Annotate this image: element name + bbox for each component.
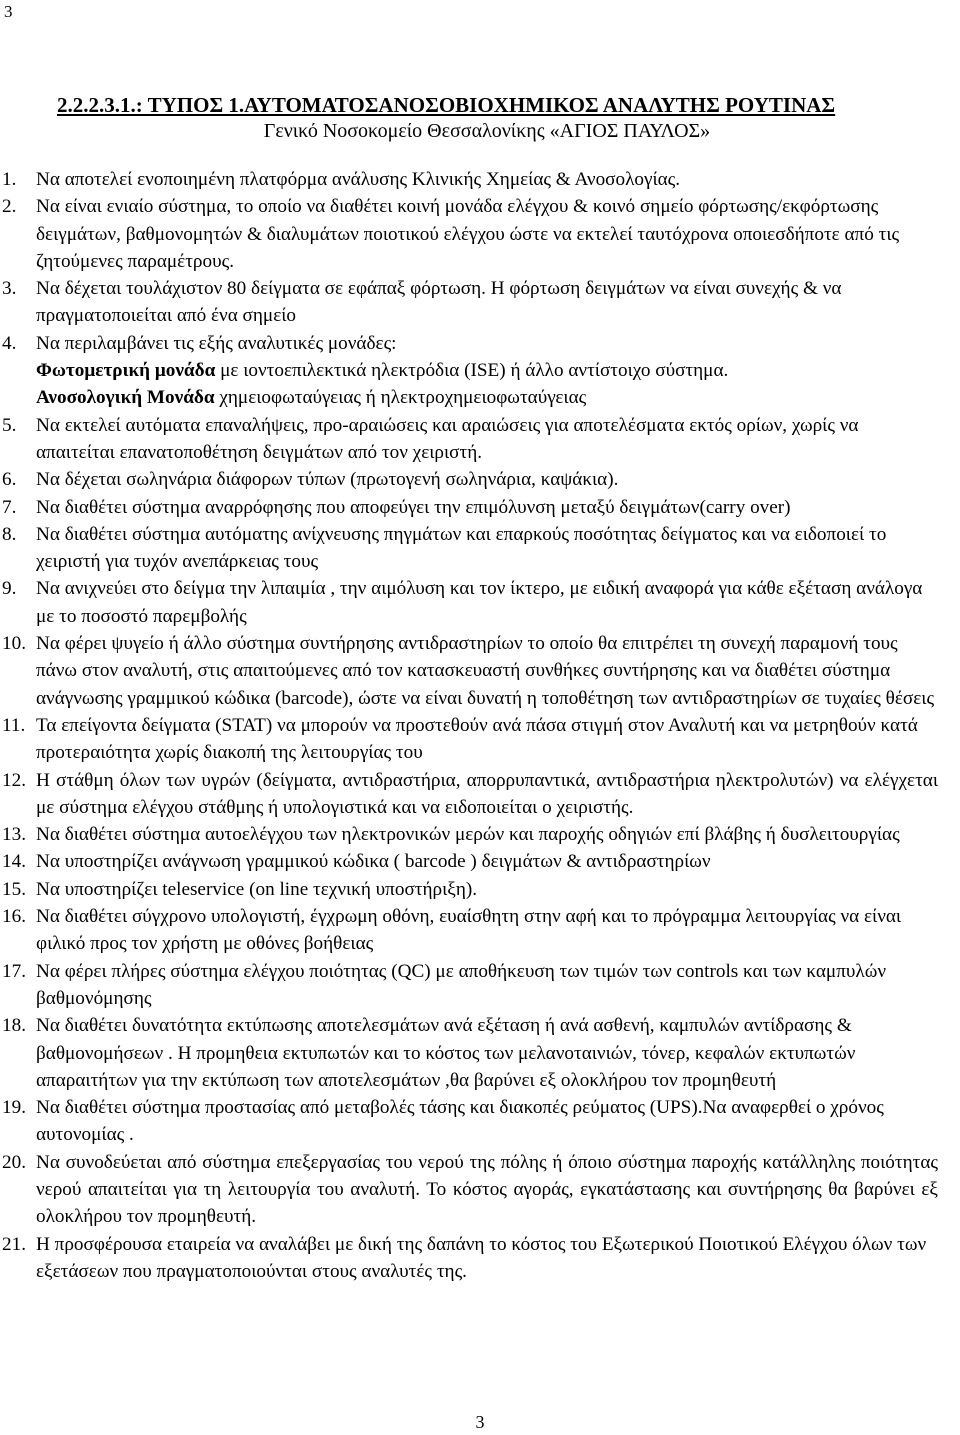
item-number: 15. <box>2 878 26 900</box>
item-number: 12. <box>2 769 26 791</box>
item-number: 14. <box>2 851 26 873</box>
item-number: 6. <box>2 469 17 491</box>
item-number: 10. <box>2 633 26 655</box>
list-item <box>0 330 960 412</box>
page-footer-number: 3 <box>475 1412 485 1432</box>
list-item <box>0 193 960 275</box>
analytical-unit-immunology <box>36 384 938 411</box>
item-text: Να διαθέτει σύστημα προστασίας από μεταβολές τάσης και διακοπές ρεύματος (UPS).Να αναφερθεί ο χρόνος αυτονομίας . <box>36 1097 884 1146</box>
list-item <box>0 466 960 493</box>
item-text: Να εκτελεί αυτόματα επαναλήψεις, προ-αραιώσεις και αραιώσεις για αποτελέσματα εκτός ορίων, χωρίς να απαιτείται επανατοποθέτηση δειγμάτων από τον χειριστή. <box>36 414 859 463</box>
analytical-unit-photometric <box>36 357 938 384</box>
list-item <box>0 958 960 1013</box>
document-title: 2.2.2.3.1.: ΤΥΠΟΣ 1.ΑΥΤΟΜΑΤΟΣΑΝΟΣΟΒΙΟΧΗΜΙΚΟΣ ΑΝΑΛΥΤΗΣ ΡΟΥΤΙΝΑΣ <box>57 93 836 117</box>
item-text: Να αποτελεί ενοποιημένη πλατφόρμα ανάλυσης Κλινικής Χημείας & Ανοσολογίας. <box>36 169 681 190</box>
hospital-name: Γενικό Νοσοκομείο Θεσσαλονίκης «ΑΓΙΟΣ ΠΑΥΛΟΣ» <box>263 120 711 142</box>
list-item <box>0 630 960 712</box>
list-item <box>0 412 960 467</box>
unit-label: Ανοσολογική Μονάδα <box>36 387 215 409</box>
item-text: Να δέχεται σωληνάρια διάφορων τύπων (πρωτογενή σωληνάρια, καψάκια). <box>36 469 619 491</box>
list-item <box>0 1231 960 1286</box>
list-item <box>0 1149 960 1231</box>
item-number: 18. <box>2 1015 26 1037</box>
item-number: 4. <box>2 332 17 354</box>
item-text: Να υποστηρίζει teleservice (on line τεχνική υποστήριξη). <box>36 878 478 900</box>
item-text: Να διαθέτει σύστημα αυτοελέγχου των ηλεκτρονικών μερών και παροχής οδηγιών επί βλάβης ή δυσλειτουργίας <box>36 824 900 846</box>
unit-label: Φωτομετρική μονάδα <box>36 360 216 382</box>
item-number: 21. <box>2 1233 26 1255</box>
list-item <box>0 521 960 576</box>
list-item <box>0 166 960 193</box>
list-item <box>0 876 960 903</box>
item-number: 1. <box>2 169 17 190</box>
item-text: Να διαθέτει σύστημα αυτόματης ανίχνευσης πηγμάτων και επαρκούς ποσότητας δείγματος και να ειδοποιεί το χειριστή για τυχόν ανεπάρκειας τους <box>36 523 887 573</box>
list-item <box>0 1012 960 1094</box>
list-item <box>0 1094 960 1149</box>
unit-description: με ιοντοεπιλεκτικά ηλεκτρόδια (ISE) ή άλλο αντίστοιχο σύστημα. <box>215 360 729 382</box>
item-text: Να δέχεται τουλάχιστον 80 δείγματα σε εφάπαξ φόρτωση. Η φόρτωση δειγμάτων να είναι συνεχής & να πραγματοποιείται από ένα σημείο <box>36 278 842 327</box>
list-item <box>0 712 960 767</box>
list-item <box>0 767 960 822</box>
item-text: Τα επείγοντα δείγματα (STAT) να μπορούν να προστεθούν ανά πάσα στιγμή στον Αναλυτή και να μετρηθούν κατά προτεραιότητα χωρίς διακοπή της λειτουργίας του <box>36 714 918 764</box>
item-text: Να διαθέτει σύγχρονο υπολογιστή, έγχρωμη οθόνη, ευαίσθητη στην αφή και το πρόγραμμα λειτουργίας να είναι φιλικό προς τον χρήστη με οθόνες βοήθειας <box>36 906 902 955</box>
requirements-list <box>0 166 960 1285</box>
item-text: Να είναι ενιαίο σύστημα, το οποίο να διαθέτει κοινή μονάδα ελέγχου & κοινό σημείο φόρτωσης/εκφόρτωσης δειγμάτων, βαθμονομητών & διαλυμάτων ποιοτικού ελέγχου ώστε να εκτελεί ταυτόχρονα οποιεσδήποτε από τις ζητούμενες παραμέτρους. <box>36 196 900 272</box>
item-text: Να διαθέτει σύστημα αναρρόφησης που αποφεύγει την επιμόλυνση μεταξύ δειγμάτων(carry over) <box>36 496 791 518</box>
item-text: Να φέρει ψυγείο ή άλλο σύστημα συντήρησης αντιδραστηρίων το οποίο θα επιτρέπει τη συνεχή παραμονή τους πάνω στον αναλυτή, στις απαιτούμενες από τον κατασκευαστή συνθήκες συντήρησης και να διαθέτει σύστημα ανάγνωσης γραμμικού κώδικα (barcode), ώστε να είναι δυνατή η τοποθέτηση των αντιδραστηρίων σε τυχαίες θέσεις <box>36 633 935 709</box>
item-text: Να διαθέτει δυνατότητα εκτύπωσης αποτελεσμάτων ανά εξέταση ή ανά ασθενή, καμπυλών αντίδρασης & βαθμονομήσεων . Η προμηθεια εκτυπωτών και το κόστος των μελανοταινιών, τόνερ, κεφαλών εκτυπωτών απαραιτήτων για την εκτύπωση των αποτελεσμάτων ,θα βαρύνει εξ ολοκλήρου τον προμηθευτή <box>36 1015 856 1091</box>
item-number: 20. <box>2 1151 26 1173</box>
list-item <box>0 494 960 521</box>
item-number: 2. <box>2 196 17 218</box>
item-text: Να συνοδεύεται από σύστημα επεξεργασίας του νερού της πόλης ή όποιο σύστημα παροχής κατάλληλης ποιότητας νερού απαιτείται για τη λειτουργία του αναλυτή. Το κόστος αγοράς, εγκατάστασης και συντήρησης θα βαρύνει εξ ολοκλήρου τον προμηθευτή. <box>36 1151 938 1228</box>
item-number: 19. <box>2 1097 26 1119</box>
item-number: 5. <box>2 414 17 436</box>
item-number: 16. <box>2 906 26 928</box>
item-number: 8. <box>2 523 17 545</box>
item-number: 17. <box>2 960 26 982</box>
item-number: 11. <box>2 714 26 736</box>
document-body <box>0 92 960 1285</box>
list-item <box>0 848 960 875</box>
list-item <box>0 575 960 630</box>
list-item <box>0 821 960 848</box>
item-number: 3. <box>2 278 17 300</box>
item-number: 13. <box>2 824 26 846</box>
item-text: Η στάθμη όλων των υγρών (δείγματα, αντιδραστήρια, απορρυπαντικά, αντιδραστήρια ηλεκτρολυτών) να ελέγχεται με σύστημα ελέγχου στάθμης ή υπολογιστικά και να ειδοποιείται ο χειριστής. <box>36 769 938 818</box>
item-text: Να υποστηρίζει ανάγνωση γραμμικού κώδικα ( barcode ) δειγμάτων & αντιδραστηρίων <box>36 851 711 873</box>
list-item <box>0 903 960 958</box>
item-text: Να περιλαμβάνει τις εξής αναλυτικές μονάδες: <box>36 332 397 354</box>
item-number: 9. <box>2 578 17 600</box>
item-text: Να ανιχνεύει στο δείγμα την λιπαιμία , την αιμόλυση και τον ίκτερο, με ειδική αναφορά για κάθε εξέταση ανάλογα με το ποσοστό παρεμβολής <box>36 578 923 627</box>
unit-description: χημειοφωταύγειας ή ηλεκτροχημειοφωταύγειας <box>214 387 587 409</box>
item-text: Η προσφέρουσα εταιρεία να αναλάβει με δική της δαπάνη το κόστος του Εξωτερικού Ποιοτικού Ελέγχου όλων των εξετάσεων που πραγματοποιούνται στους αναλυτές της. <box>36 1233 927 1282</box>
page-corner-number: 3 <box>4 2 13 21</box>
item-text: Να φέρει πλήρες σύστημα ελέγχου ποιότητας (QC) με αποθήκευση των τιμών των controls και των καμπυλών βαθμονόμησης <box>36 960 886 1009</box>
list-item <box>0 275 960 330</box>
item-number: 7. <box>2 496 17 518</box>
